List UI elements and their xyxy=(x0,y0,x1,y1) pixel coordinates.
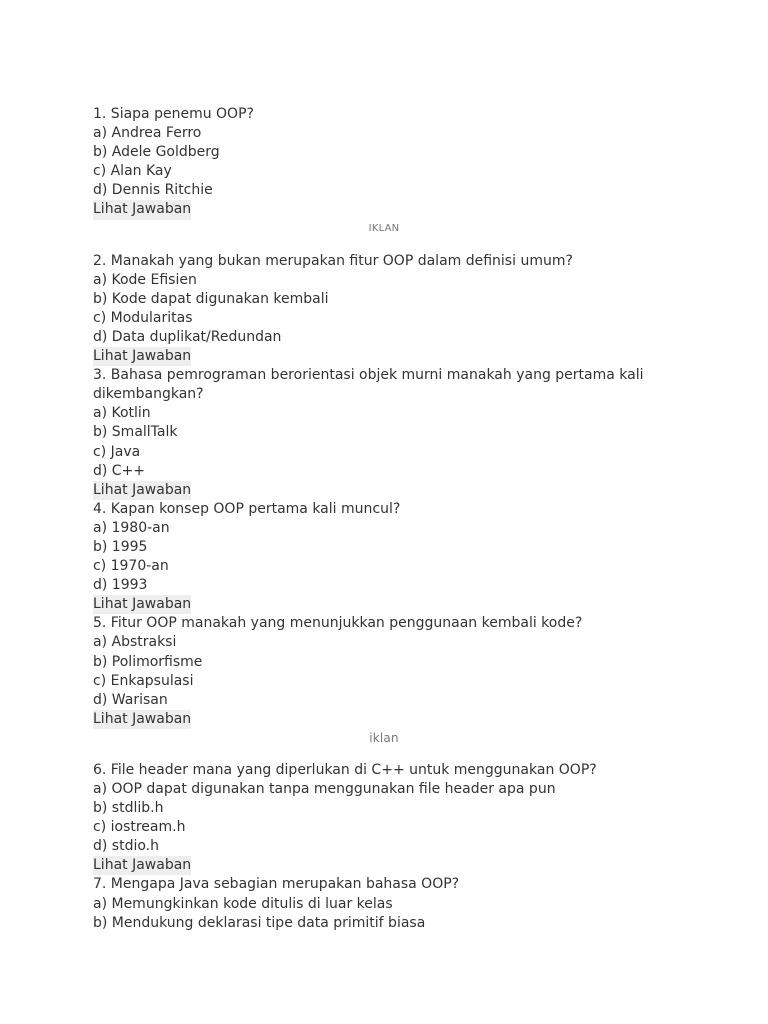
question-text: 7. Mengapa Java sebagian merupakan bahasa OOP? xyxy=(93,876,460,893)
option-a: a) Kode Efisien xyxy=(93,271,197,288)
option-b: b) 1995 xyxy=(93,538,148,555)
option-c: c) 1970-an xyxy=(93,558,169,575)
option-b: b) stdlib.h xyxy=(93,800,164,817)
show-answer-link-3[interactable]: Lihat Jawaban xyxy=(93,481,191,500)
option-a: a) 1980-an xyxy=(93,519,170,536)
option-c: c) iostream.h xyxy=(93,819,186,836)
option-b: b) Kode dapat digunakan kembali xyxy=(93,290,329,307)
question-text: 5. Fitur OOP manakah yang menunjukkan penggunaan kembali kode? xyxy=(93,615,583,632)
option-c: c) Modularitas xyxy=(93,309,193,326)
option-c: c) Java xyxy=(93,443,141,460)
show-answer-link-4[interactable]: Lihat Jawaban xyxy=(93,595,191,614)
question-block-1 xyxy=(93,105,693,220)
option-a: a) Memungkinkan kode ditulis di luar kelas xyxy=(93,895,393,912)
option-d: d) C++ xyxy=(93,462,146,479)
question-block-4 xyxy=(93,500,693,615)
question-block-5 xyxy=(93,614,693,729)
show-answer-link-5[interactable]: Lihat Jawaban xyxy=(93,710,191,729)
show-answer-link-2[interactable]: Lihat Jawaban xyxy=(93,347,191,366)
show-answer-link-6[interactable]: Lihat Jawaban xyxy=(93,856,191,875)
question-block-6 xyxy=(93,761,693,876)
option-d: d) Data duplikat/Redundan xyxy=(93,328,282,345)
option-b: b) Mendukung deklarasi tipe data primitif biasa xyxy=(93,914,426,931)
option-c: c) Enkapsulasi xyxy=(93,672,194,689)
ad-label-2: iklan xyxy=(369,730,399,745)
question-block-3 xyxy=(93,366,693,500)
quiz-content xyxy=(93,105,693,933)
option-a: a) Abstraksi xyxy=(93,634,177,651)
question-text: 4. Kapan konsep OOP pertama kali muncul? xyxy=(93,500,401,517)
question-text: 1. Siapa penemu OOP? xyxy=(93,106,254,122)
option-a: a) OOP dapat digunakan tanpa menggunakan file header apa pun xyxy=(93,781,556,797)
option-b: b) Adele Goldberg xyxy=(93,144,220,161)
option-a: a) Kotlin xyxy=(93,405,151,422)
question-text: 2. Manakah yang bukan merupakan fitur OOP dalam definisi umum? xyxy=(93,252,573,269)
option-c: c) Alan Kay xyxy=(93,163,172,180)
question-text: 6. File header mana yang diperlukan di C++ untuk menggunakan OOP? xyxy=(93,761,597,778)
option-b: b) SmallTalk xyxy=(93,424,178,441)
question-block-2 xyxy=(93,252,693,367)
option-d: d) stdio.h xyxy=(93,838,160,855)
ad-label-1: IKLAN xyxy=(368,222,400,234)
question-block-7 xyxy=(93,875,693,932)
option-b: b) Polimorfisme xyxy=(93,653,203,670)
option-a: a) Andrea Ferro xyxy=(93,125,202,142)
option-d: d) 1993 xyxy=(93,577,148,594)
question-text: 3. Bahasa pemrograman berorientasi objek murni manakah yang pertama kali dikembangkan? xyxy=(93,367,644,403)
option-d: d) Dennis Ritchie xyxy=(93,182,213,199)
option-d: d) Warisan xyxy=(93,691,168,708)
show-answer-link-1[interactable]: Lihat Jawaban xyxy=(93,200,191,219)
